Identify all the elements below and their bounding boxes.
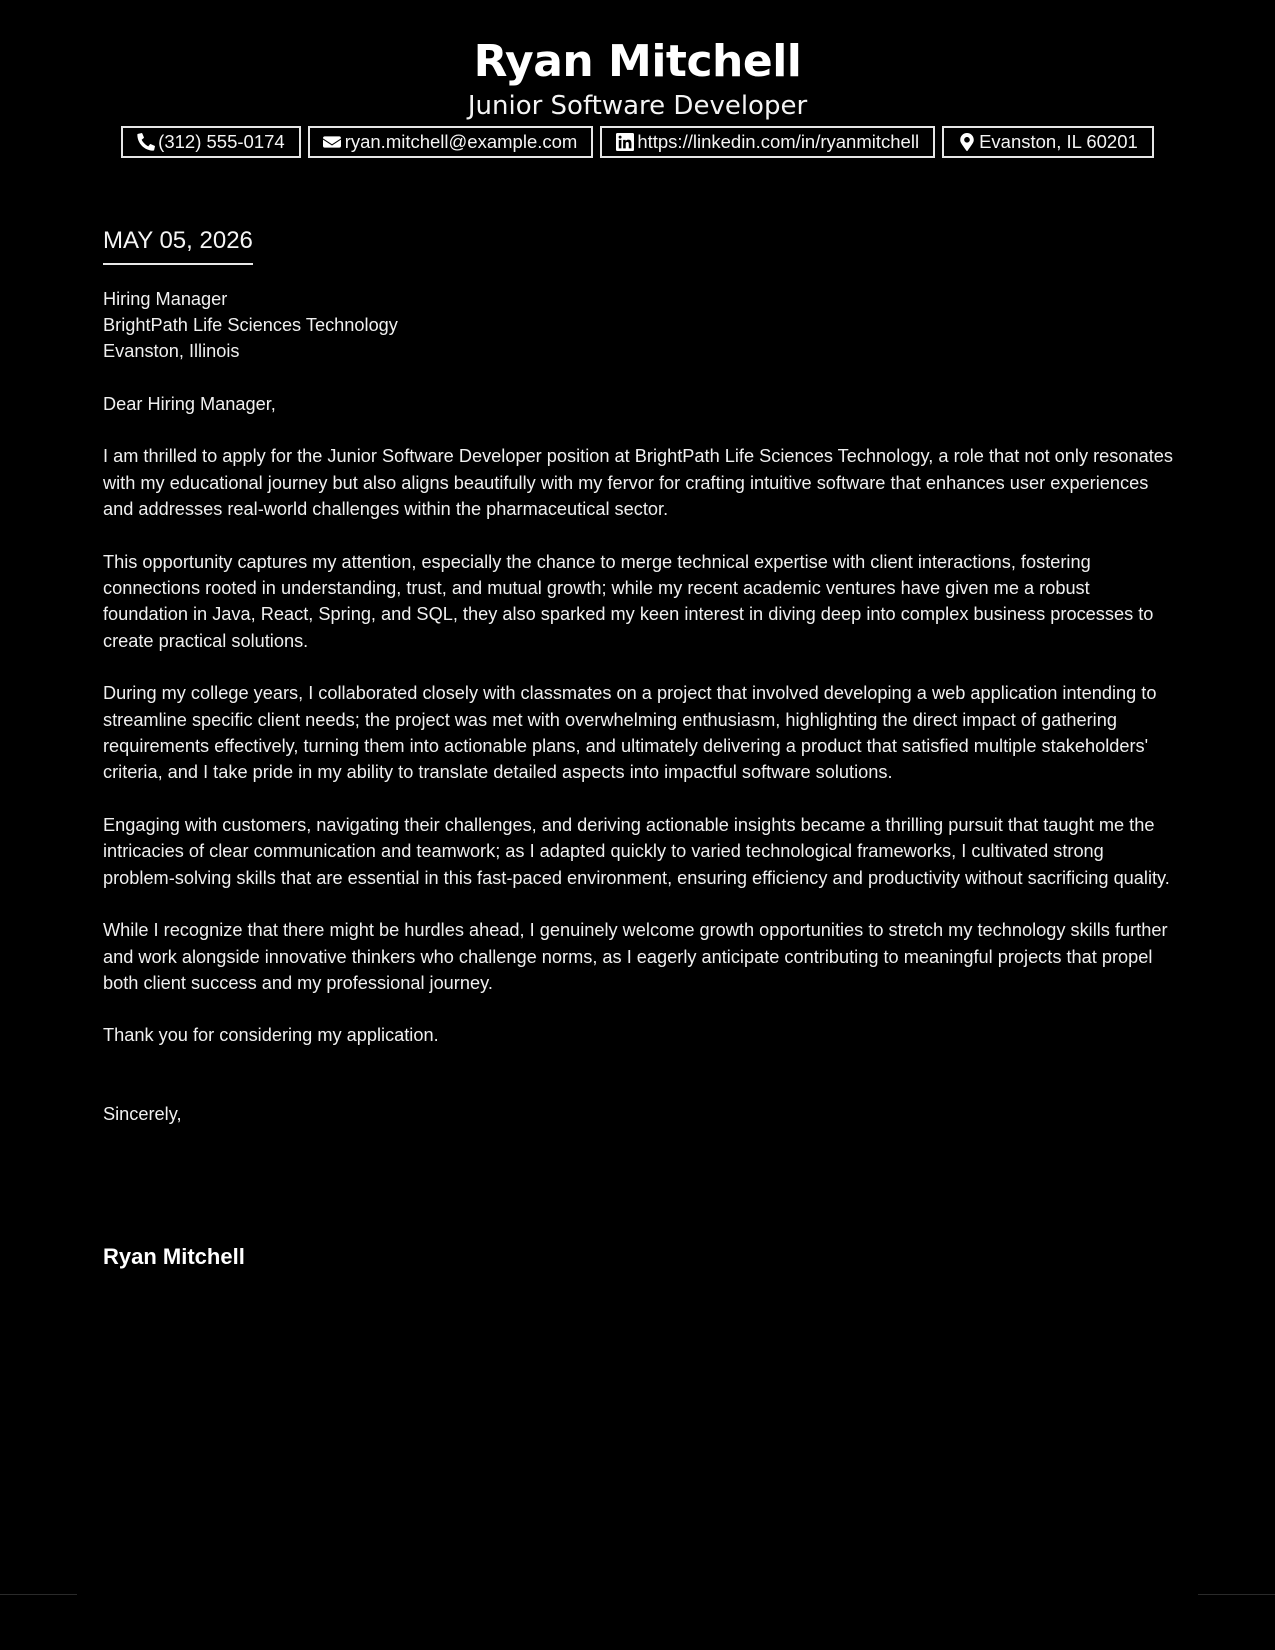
closing-thanks: Thank you for considering my application. [103, 1025, 439, 1046]
footer-divider-right [1198, 1594, 1275, 1595]
envelope-icon [323, 133, 342, 152]
salutation: Dear Hiring Manager, [103, 394, 276, 414]
letter-body [103, 226, 1173, 1271]
signature-name: Ryan Mitchell [103, 1244, 245, 1270]
applicant-name: Ryan Mitchell [473, 36, 802, 87]
contact-location[interactable] [942, 126, 1154, 158]
contact-phone-text: (312) 555-0174 [158, 131, 285, 152]
linkedin-icon [615, 133, 634, 152]
contact-phone[interactable] [121, 126, 301, 158]
phone-icon [136, 133, 155, 152]
contact-bar [0, 126, 1275, 158]
body-paragraph: During my college years, I collaborated closely with classmates on a project that involved developing a web application intending to streamline specific client needs; the project was met with overwhelming enthusiasm, highlighting the direct impact of gathering requirements effectively, turning them into actionable plans, and ultimately delivering a product that satisfied multiple stakeholders' criteria, and I take pride in my ability to translate detailed aspects into impactful software solutions. [103, 683, 1157, 783]
body-paragraph: I am thrilled to apply for the Junior Software Developer position at BrightPath Life Sciences Technology, a role that not only resonates with my educational journey but also aligns beautifully with my fervor for crafting intuitive software that enhances user experiences and addresses real-world challenges within the pharmaceutical sector. [103, 446, 1173, 520]
recipient-name: Hiring Manager [103, 289, 228, 309]
contact-linkedin-text: https://linkedin.com/in/ryanmitchell [637, 131, 920, 152]
contact-linkedin[interactable] [600, 126, 935, 158]
recipient-block [103, 286, 1173, 364]
contact-email[interactable] [308, 126, 594, 158]
body-paragraph: While I recognize that there might be hurdles ahead, I genuinely welcome growth opportunities to stretch my technology skills further and work alongside innovative thinkers who challenge norms, as I eagerly anticipate contributing to meaningful projects that propel both client success and my professional journey. [103, 920, 1168, 993]
contact-location-text: Evanston, IL 60201 [979, 131, 1138, 152]
map-marker-icon [957, 133, 976, 152]
footer-divider-left [0, 1594, 77, 1595]
recipient-location: Evanston, Illinois [103, 341, 240, 361]
letter-header [0, 34, 1275, 122]
recipient-company: BrightPath Life Sciences Technology [103, 315, 398, 335]
body-paragraph: Engaging with customers, navigating their challenges, and deriving actionable insights became a thrilling pursuit that taught me the intricacies of clear communication and teamwork; as I adapted quickly to varied technological frameworks, I cultivated strong problem-solving skills that are essential in this fast-paced environment, ensuring efficiency and productivity without sacrificing quality. [103, 814, 1170, 888]
applicant-title: Junior Software Developer [467, 91, 808, 121]
contact-email-text: ryan.mitchell@example.com [344, 131, 578, 152]
letter-date: MAY 05, 2026 [103, 226, 253, 265]
closing-phrase: Sincerely, [103, 1103, 182, 1124]
body-paragraph: This opportunity captures my attention, especially the chance to merge technical expertise with client interactions, fostering connections rooted in understanding, trust, and mutual growth; while my recent academic ventures have given me a robust foundation in Java, React, Spring, and SQL, they also sparked my keen interest in diving deep into complex business processes to create practical solutions. [103, 551, 1154, 651]
